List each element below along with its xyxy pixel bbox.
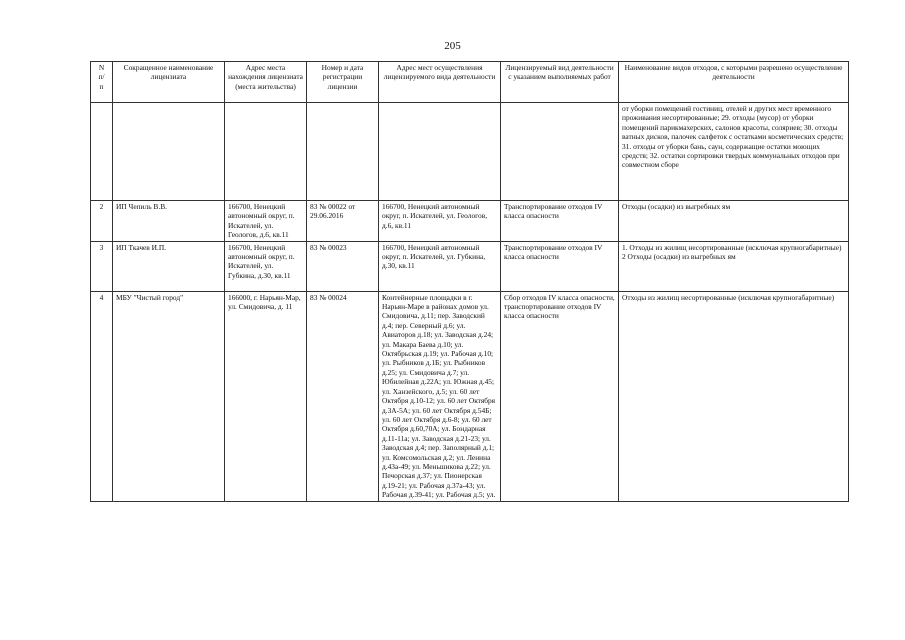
- row-wastes: Отходы из жилищ несортированные (исключая крупногабаритные): [619, 291, 849, 501]
- row-activity: Транспортирование отходов IV класса опасности: [501, 201, 619, 242]
- table-row: [91, 103, 849, 201]
- row-license: [307, 103, 379, 201]
- row-activity: Транспортирование отходов IV класса опасности: [501, 241, 619, 291]
- row-places: [379, 103, 501, 201]
- row-activity: [501, 103, 619, 201]
- row-num: [91, 103, 113, 201]
- row-places: 166700, Ненецкий автономный округ, п. Искателей, ул. Геологов, д.6, кв.11: [379, 201, 501, 242]
- row-name: МБУ "Чистый город": [113, 291, 225, 501]
- row-num: 4: [91, 291, 113, 501]
- row-wastes: от уборки помещений гостиниц, отелей и других мест временного проживания несортированные; 29. отходы (мусор) от уборки помещений парикмахерских, салонов красоты, соляриев; 30. отходы ватных дисков, палочек салфеток с остатками косметических средств; 31. отходы от уборки бань, саун, содержащие остатки моющих средств; 32. остатки сортировки твердых коммунальных отходов при совместном сборе: [619, 103, 849, 201]
- table-row: [91, 241, 849, 291]
- row-address: [225, 103, 307, 201]
- row-name: [113, 103, 225, 201]
- row-num: 3: [91, 241, 113, 291]
- page-number: 205: [444, 40, 461, 52]
- header-places: Адрес мест осуществления лицензируемого вида деятельности: [379, 62, 501, 103]
- header-address: Адрес места нахождения лицензиата (места жительства): [225, 62, 307, 103]
- row-license: 83 № 00023: [307, 241, 379, 291]
- header-num: N п/ п: [91, 62, 113, 103]
- header-wastes: Наименование видов отходов, с которыми разрешено осуществление деятельности: [619, 62, 849, 103]
- row-name: ИП Чепиль В.В.: [113, 201, 225, 242]
- row-wastes: 1. Отходы из жилищ несортированные (исключая крупногабаритные) 2 Отходы (осадки) из выгребных ям: [619, 241, 849, 291]
- row-places: Контейнерные площадки в г. Нарьян-Маре в районах домов ул. Смидовича, д.11; пер. Заводский д.4; пер. Северный д.6; ул. Авиаторов д.18; ул. Заводская д.24; ул. Макара Баева д.10; ул. Октябрьская д.19; ул. Рабочая д.10; ул. Рыбников д.1Б; ул. Рыбников д.25; ул. Смидовича д.7; ул. Юбилейная д.22А; ул. Южная д.45; ул. Ханзейского, д.5; ул. 60 лет Октября д.10-12; ул. 60 лет Октября д.3А-5А; ул. 60 лет Октября д.54Б; ул. 60 лет Октября д.6-8; ул. 60 лет Октября д.60,70А; ул. Бондарная д.11-11а; ул. Заводская д.21-23; ул. Заводская д.4; пер. Заполярный д.1; ул. Комсомольская д.2; ул. Ленина д.43а-49; ул. Меньшикова д.22; ул. Печорская д.37; ул. Пионерская д.19-21; ул. Рабочая д.37а-43; ул. Рабочая д.39-41; ул. Рабочая д.5; ул.: [379, 291, 501, 501]
- row-name: ИП Ткачев И.П.: [113, 241, 225, 291]
- row-wastes: Отходы (осадки) из выгребных ям: [619, 201, 849, 242]
- row-address: 166700, Ненецкий автономный округ, п. Искателей, ул. Губкина, д.30, кв.11: [225, 241, 307, 291]
- header-license: Номер и дата регистрации лицензии: [307, 62, 379, 103]
- table-row: [91, 201, 849, 242]
- header-name: Сокращенное наименование лицензиата: [113, 62, 225, 103]
- row-num: 2: [91, 201, 113, 242]
- row-address: 166000, г. Нарьян-Мар, ул. Смидовича, д. 11: [225, 291, 307, 501]
- row-activity: Сбор отходов IV класса опасности, транспортирование отходов IV класса опасности: [501, 291, 619, 501]
- table-row: [91, 291, 849, 501]
- license-table: [90, 61, 849, 502]
- header-activity: Лицензируемый вид деятельности с указанием выполняемых работ: [501, 62, 619, 103]
- row-license: 83 № 00022 от 29.06.2016: [307, 201, 379, 242]
- row-places: 166700, Ненецкий автономный округ, п. Искателей, ул. Губкина, д.30, кв.11: [379, 241, 501, 291]
- table-header-row: [91, 62, 849, 103]
- row-address: 166700, Ненецкий автономный округ, п. Искателей, ул. Геологов, д.6, кв.11: [225, 201, 307, 242]
- row-license: 83 № 00024: [307, 291, 379, 501]
